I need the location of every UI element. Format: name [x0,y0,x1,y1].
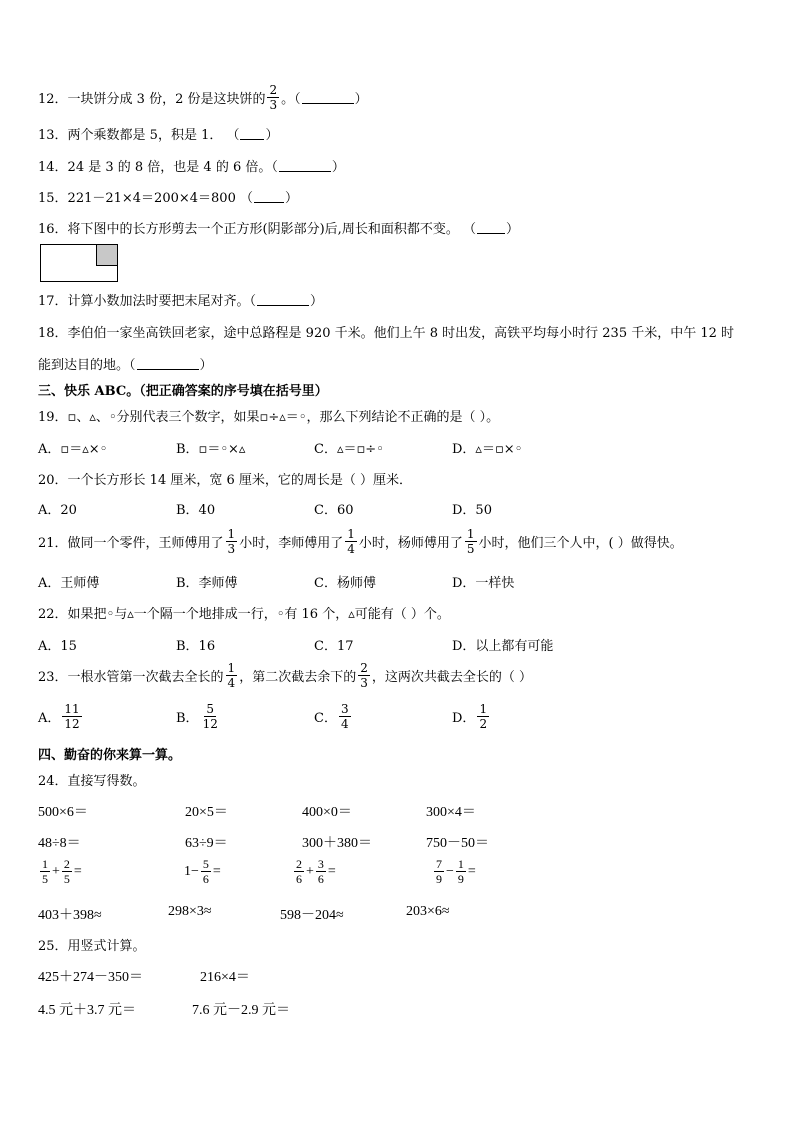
calc-item: 203×6≈ [406,904,450,919]
question-21: 21．做同一个零件，王师傅用了 $\frac{1}{3}$ 小时，李师傅用了 $\frac{1}{4}$ 小时，杨师傅用了 $\frac{1}{5}$ 小时，他们三个人中，( ）做得快。 [38,527,683,556]
question-20: 20．一个长方形长 14 厘米，宽 6 厘米，它的周长是（ ）厘米． [38,473,413,488]
question-15: 15．221－21×4＝200×4＝800 （ ） [38,191,298,206]
q19-option-a[interactable]: A．▫＝▵×◦ [38,442,108,457]
q23-option-d[interactable]: D． $\frac{1}{2}$ [452,702,488,731]
calc-item: 425＋274－350＝ [38,970,143,985]
q21-option-d[interactable]: D．一样快 [452,576,515,591]
section-4-heading: 四、勤奋的你来算一算。 [38,748,182,763]
section-3-heading: 三、快乐 ABC。（把正确答案的序号填在括号里） [38,384,328,399]
q22-option-a[interactable]: A．15 [38,639,77,654]
calc-item: 4.5 元＋3.7 元＝ [38,1003,136,1018]
question-17: 17．计算小数加法时要把末尾对齐。（ ） [38,294,324,309]
calc-item: 598－204≈ [280,908,344,923]
q22-option-b[interactable]: B．16 [176,639,216,654]
calc-fraction-item: 1− $\frac{5}{6}$ = [184,857,221,886]
question-22: 22．如果把◦与▵一个隔一个地排成一行，◦有 16 个，▵可能有（ ）个。 [38,607,450,622]
calc-item: 300×4＝ [426,805,476,820]
calc-item: 400×0＝ [302,805,352,820]
q19-option-b[interactable]: B．▫＝◦×▵ [176,442,246,457]
q23-option-a[interactable]: A． $\frac{11}{12}$ [38,702,80,731]
calc-fraction-item: $\frac{7}{9}$ − $\frac{1}{9}$ = [436,857,476,886]
q22-option-c[interactable]: C．17 [314,639,354,654]
answer-blank[interactable] [240,127,264,140]
answer-blank[interactable] [257,293,309,306]
question-24-title: 24．直接写得数。 [38,774,146,789]
q19-option-d[interactable]: D．▵＝▫×◦ [452,442,523,457]
q21-fraction-3: $\frac{1}{5}$ [466,527,475,556]
q12-fraction: $\frac{2}{3}$ [269,83,278,112]
q23-fraction-1: $\frac{1}{4}$ [227,661,236,690]
rectangle-figure [40,244,118,282]
question-18-line-2: 能到达目的地。（ ） [38,358,213,373]
q21-option-c[interactable]: C．杨师傅 [314,576,376,591]
question-18-line-1: 18．李伯伯一家坐高铁回老家，途中总路程是 920 千米。他们上午 8 时出发，高铁平均每小时行 235 千米，中午 12 时 [38,326,735,341]
answer-blank[interactable] [477,221,505,234]
q20-option-b[interactable]: B．40 [176,503,216,518]
answer-blank[interactable] [254,190,284,203]
q20-option-c[interactable]: C．60 [314,503,354,518]
answer-blank[interactable] [302,91,354,104]
answer-blank[interactable] [279,159,331,172]
question-23: 23．一根水管第一次截去全长的 $\frac{1}{4}$ ，第二次截去余下的 $\frac{2}{3}$ ，这两次共截去全长的（ ） [38,661,532,690]
question-12: 12．一块饼分成 3 份，2 份是这块饼的 $\frac{2}{3}$ 。（ ） [38,83,368,112]
calc-item: 48÷8＝ [38,836,81,851]
q23-fraction-2: $\frac{2}{3}$ [360,661,368,690]
question-14: 14．24 是 3 的 8 倍，也是 4 的 6 倍。（ ） [38,160,345,175]
question-25-title: 25．用竖式计算。 [38,939,146,954]
q20-option-d[interactable]: D．50 [452,503,492,518]
calc-item: 750－50＝ [426,836,489,851]
calc-fraction-item: $\frac{2}{6}$ + $\frac{3}{6}$ = [296,857,336,886]
q21-option-b[interactable]: B．李师傅 [176,576,238,591]
q12-text: 12．一块饼分成 3 份，2 份是这块饼的 [38,92,266,107]
question-13: 13．两个乘数都是 5，积是 1． （ ） [38,128,279,143]
calc-item: 300＋380＝ [302,836,372,851]
calc-item: 298×3≈ [168,904,212,919]
calc-item: 20×5＝ [185,805,228,820]
shaded-square [96,245,117,266]
calc-item: 403＋398≈ [38,908,102,923]
q23-option-c[interactable]: C． $\frac{3}{4}$ [314,702,349,731]
calc-item: 500×6＝ [38,805,88,820]
q23-option-b[interactable]: B． $\frac{5}{12}$ [176,702,218,731]
q20-option-a[interactable]: A．20 [38,503,77,518]
calc-item: 7.6 元－2.9 元＝ [192,1003,290,1018]
q21-fraction-2: $\frac{1}{4}$ [347,527,355,556]
q21-option-a[interactable]: A．王师傅 [38,576,100,591]
q22-option-d[interactable]: D．以上都有可能 [452,639,554,654]
calc-fraction-item: $\frac{1}{5}$ + $\frac{2}{5}$ = [42,857,82,886]
calc-item: 63÷9＝ [185,836,228,851]
q21-fraction-1: $\frac{1}{3}$ [227,527,236,556]
answer-blank[interactable] [137,357,199,370]
question-16: 16．将下图中的长方形剪去一个正方形(阴影部分)后,周长和面积都不变。 （ ） [38,222,519,237]
q19-option-c[interactable]: C．▵＝▫÷◦ [314,442,384,457]
calc-item: 216×4＝ [200,970,250,985]
question-19: 19．▫、▵、◦分别代表三个数字，如果▫÷▵＝◦，那么下列结论不正确的是（ ）。 [38,410,500,425]
